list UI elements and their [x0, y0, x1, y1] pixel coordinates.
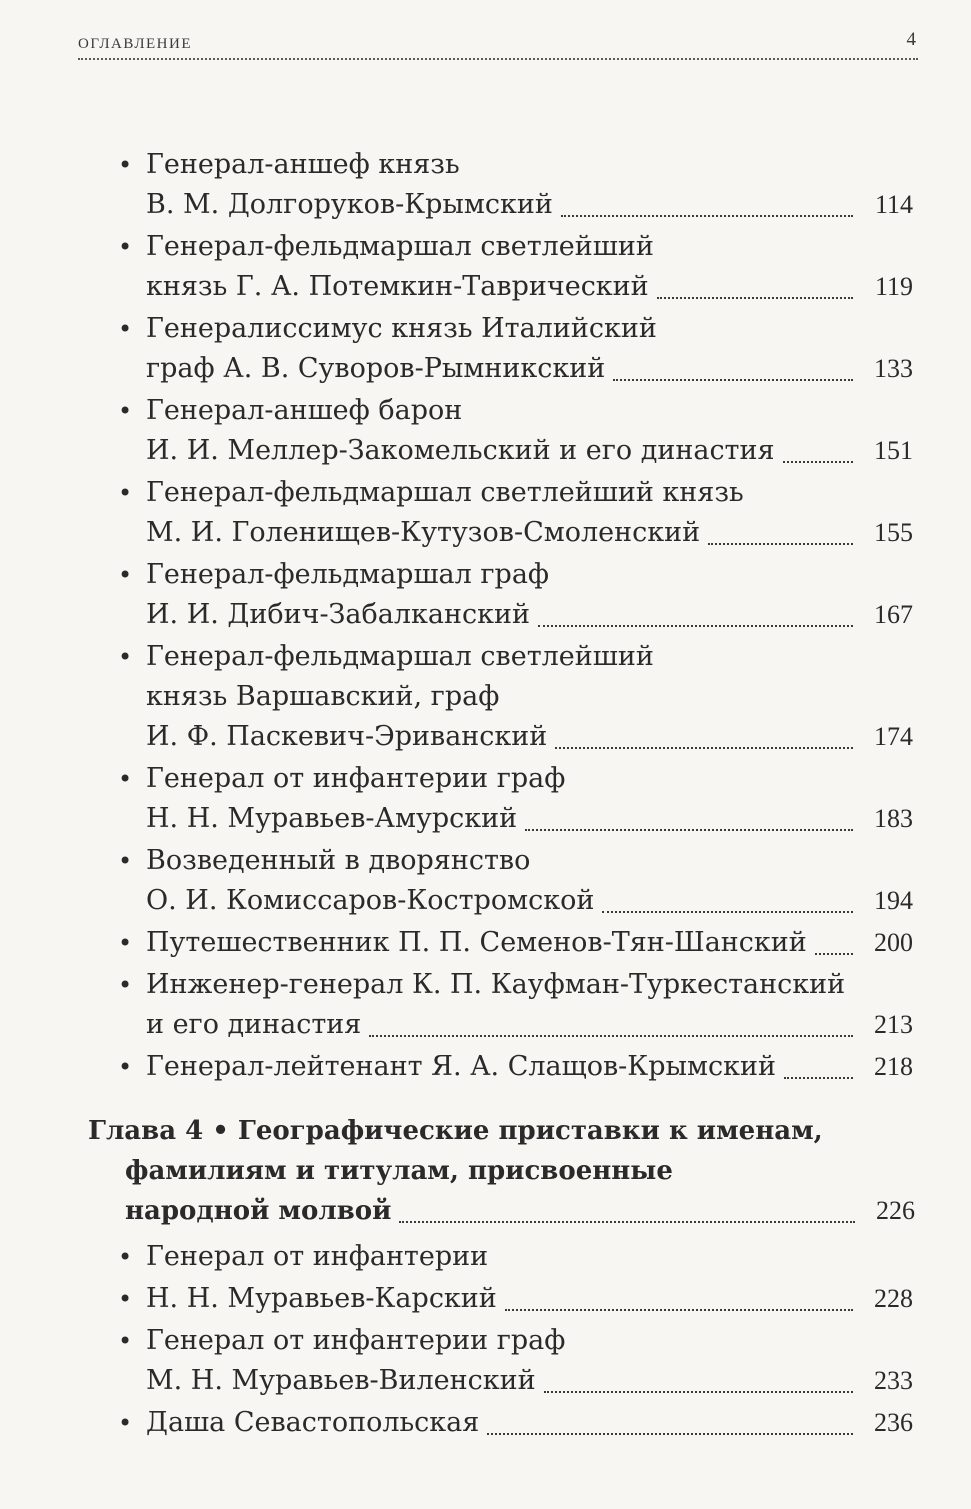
toc-entry-text: Генерал от инфантерии граф: [146, 763, 566, 794]
header-page-number: 4: [906, 29, 916, 50]
toc-entry-text: Н. Н. Муравьев-Карский: [146, 1283, 497, 1314]
toc-entry-line: [0, 1279, 913, 1319]
toc-page-number: 114: [874, 190, 913, 219]
toc-entry-text: Генерал-аншеф барон: [146, 395, 463, 426]
bullet-icon: •: [118, 1243, 133, 1271]
toc-entry[interactable]: [0, 965, 971, 1045]
toc-entry-text: И. Ф. Паскевич-Эриванский: [146, 721, 548, 752]
toc-entry-line: [0, 923, 913, 963]
toc-entry-text: Генерал-аншеф князь: [146, 149, 460, 180]
dot-leader: [708, 543, 853, 545]
toc-entry[interactable]: [0, 1047, 971, 1087]
dot-leader: [783, 461, 853, 463]
toc-entry-line: [0, 1047, 913, 1087]
dot-leader: [657, 297, 853, 299]
toc-entry[interactable]: [0, 145, 971, 225]
toc-entry-line: [0, 717, 913, 757]
toc-entry-line: [0, 799, 913, 839]
toc-entry-line: [0, 881, 913, 921]
toc-entry[interactable]: [0, 391, 971, 471]
toc-entry-text: М. И. Голенищев-Кутузов-Смоленский: [146, 517, 701, 548]
bullet-icon: •: [118, 397, 133, 425]
toc-entry-text: И. И. Дибич-Забалканский: [146, 599, 530, 630]
toc-entry-text: князь Г. А. Потемкин-Таврический: [146, 271, 649, 302]
bullet-icon: •: [118, 233, 133, 261]
toc-entry-line: [0, 267, 913, 307]
toc-entry-text: и его династия: [146, 1009, 362, 1040]
dot-leader: [613, 379, 853, 381]
toc-entry-line: [0, 309, 971, 349]
toc-entry-text: О. И. Комиссаров-Костромской: [146, 885, 595, 916]
dot-leader: [815, 953, 853, 955]
running-header: [78, 30, 918, 60]
toc-entry-text: Генерал-фельдмаршал светлейший: [146, 641, 654, 672]
dot-leader: [369, 1035, 853, 1037]
toc-entry-line: [0, 555, 971, 595]
toc-entry-line: [0, 1005, 913, 1045]
table-of-contents: [0, 145, 971, 1443]
dot-leader: [602, 911, 853, 913]
dot-leader: [561, 215, 853, 217]
toc-page-number: 151: [874, 436, 913, 465]
toc-entry-line: [0, 637, 971, 677]
dot-leader: [505, 1309, 853, 1311]
toc-page-number: 213: [874, 1010, 913, 1039]
toc-page-number: 155: [874, 518, 913, 547]
toc-page-number: 183: [874, 804, 913, 833]
toc-entry-line: [0, 227, 971, 267]
header-label: ОГЛАВЛЕНИЕ: [78, 36, 192, 52]
toc-entry-line: [0, 1321, 971, 1361]
toc-entry[interactable]: [0, 841, 971, 921]
toc-entry-text: Даша Севастопольская: [146, 1407, 480, 1438]
dot-leader: [784, 1077, 853, 1079]
toc-entry-line: [0, 391, 971, 431]
toc-entry-text: Генерал-лейтенант Я. А. Слащов-Крымский: [146, 1051, 776, 1082]
toc-entry-text: М. Н. Муравьев-Виленский: [146, 1365, 536, 1396]
toc-page-number: 233: [874, 1366, 913, 1395]
toc-entry-line: [0, 1191, 915, 1231]
toc-entry-text: народной молвой: [125, 1196, 392, 1226]
toc-entry-text: Глава 4 • Географические приставки к именам,: [88, 1116, 823, 1146]
toc-page-number: 167: [874, 600, 913, 629]
toc-entry-text: фамилиям и титулам, присвоенные: [125, 1156, 673, 1186]
bullet-icon: •: [118, 1409, 133, 1437]
toc-entry-text: граф А. В. Суворов-Рымникский: [146, 353, 606, 384]
toc-entry[interactable]: [0, 923, 971, 963]
toc-entry-line: [0, 677, 971, 717]
toc-entry-line: [0, 841, 971, 881]
toc-entry-line: [0, 185, 913, 225]
bullet-icon: •: [118, 1053, 133, 1081]
toc-entry-line: [0, 595, 913, 635]
toc-page-number: 119: [874, 272, 913, 301]
bullet-icon: •: [118, 765, 133, 793]
toc-page-number: 218: [874, 1052, 913, 1081]
toc-entry-text: Генерал-фельдмаршал светлейший: [146, 231, 654, 262]
toc-entry-text: Генерал от инфантерии: [146, 1241, 489, 1272]
toc-page-number: 200: [874, 928, 913, 957]
bullet-icon: •: [118, 151, 133, 179]
toc-entry-text: Инженер-генерал К. П. Кауфман-Туркестанский: [146, 969, 846, 1000]
toc-entry-text: Генерал от инфантерии граф: [146, 1325, 566, 1356]
toc-page-number: 236: [874, 1408, 913, 1437]
toc-entry-line: [0, 1237, 971, 1277]
dot-leader: [544, 1391, 853, 1393]
toc-entry-text: Генерал-фельдмаршал граф: [146, 559, 550, 590]
toc-entry-line: [0, 349, 913, 389]
toc-entry-text: Генералиссимус князь Италийский: [146, 313, 657, 344]
toc-chapter-entry[interactable]: [0, 1111, 971, 1231]
toc-entry-text: князь Варшавский, граф: [146, 681, 500, 712]
toc-entry[interactable]: [0, 759, 971, 839]
toc-entry-line: [0, 513, 913, 553]
toc-page-number: 194: [874, 886, 913, 915]
dot-leader: [555, 747, 853, 749]
bullet-icon: •: [118, 643, 133, 671]
toc-entry[interactable]: [0, 1237, 971, 1277]
toc-page-number: 133: [874, 354, 913, 383]
toc-entry-text: И. И. Меллер-Закомельский и его династия: [146, 435, 775, 466]
toc-entry-text: В. М. Долгоруков-Крымский: [146, 189, 553, 220]
toc-entry-text: Н. Н. Муравьев-Амурский: [146, 803, 518, 834]
dot-leader: [487, 1433, 853, 1435]
toc-entry-line: [0, 145, 971, 185]
toc-entry[interactable]: [0, 309, 971, 389]
dot-leader: [399, 1221, 855, 1223]
toc-page-number: 226: [876, 1196, 915, 1225]
toc-entry[interactable]: [0, 227, 971, 307]
toc-entry[interactable]: [0, 637, 971, 757]
toc-entry-text: Путешественник П. П. Семенов-Тян-Шанский: [146, 927, 807, 958]
dot-leader: [525, 829, 853, 831]
bullet-icon: •: [118, 929, 133, 957]
bullet-icon: •: [118, 1327, 133, 1355]
bullet-icon: •: [118, 315, 133, 343]
toc-entry-text: Генерал-фельдмаршал светлейший князь: [146, 477, 744, 508]
toc-entry-line: [0, 1361, 913, 1401]
toc-entry[interactable]: [0, 555, 971, 635]
toc-entry-text: Возведенный в дворянство: [146, 845, 531, 876]
toc-entry-line: [0, 1111, 971, 1151]
toc-entry-line: [0, 431, 913, 471]
toc-entry[interactable]: [0, 1279, 971, 1319]
toc-entry-line: [0, 1403, 913, 1443]
bullet-icon: •: [118, 971, 133, 999]
bullet-icon: •: [118, 561, 133, 589]
toc-entry-line: [0, 965, 971, 1005]
toc-entry[interactable]: [0, 1321, 971, 1401]
toc-entry[interactable]: [0, 473, 971, 553]
bullet-icon: •: [118, 1285, 133, 1313]
bullet-icon: •: [118, 847, 133, 875]
bullet-icon: •: [118, 479, 133, 507]
toc-entry[interactable]: [0, 1403, 971, 1443]
toc-page-number: 174: [874, 722, 913, 751]
toc-entry-line: [0, 473, 971, 513]
toc-page-number: 228: [874, 1284, 913, 1313]
toc-entry-line: [0, 759, 971, 799]
dot-leader: [538, 625, 853, 627]
toc-entry-line: [0, 1151, 971, 1191]
